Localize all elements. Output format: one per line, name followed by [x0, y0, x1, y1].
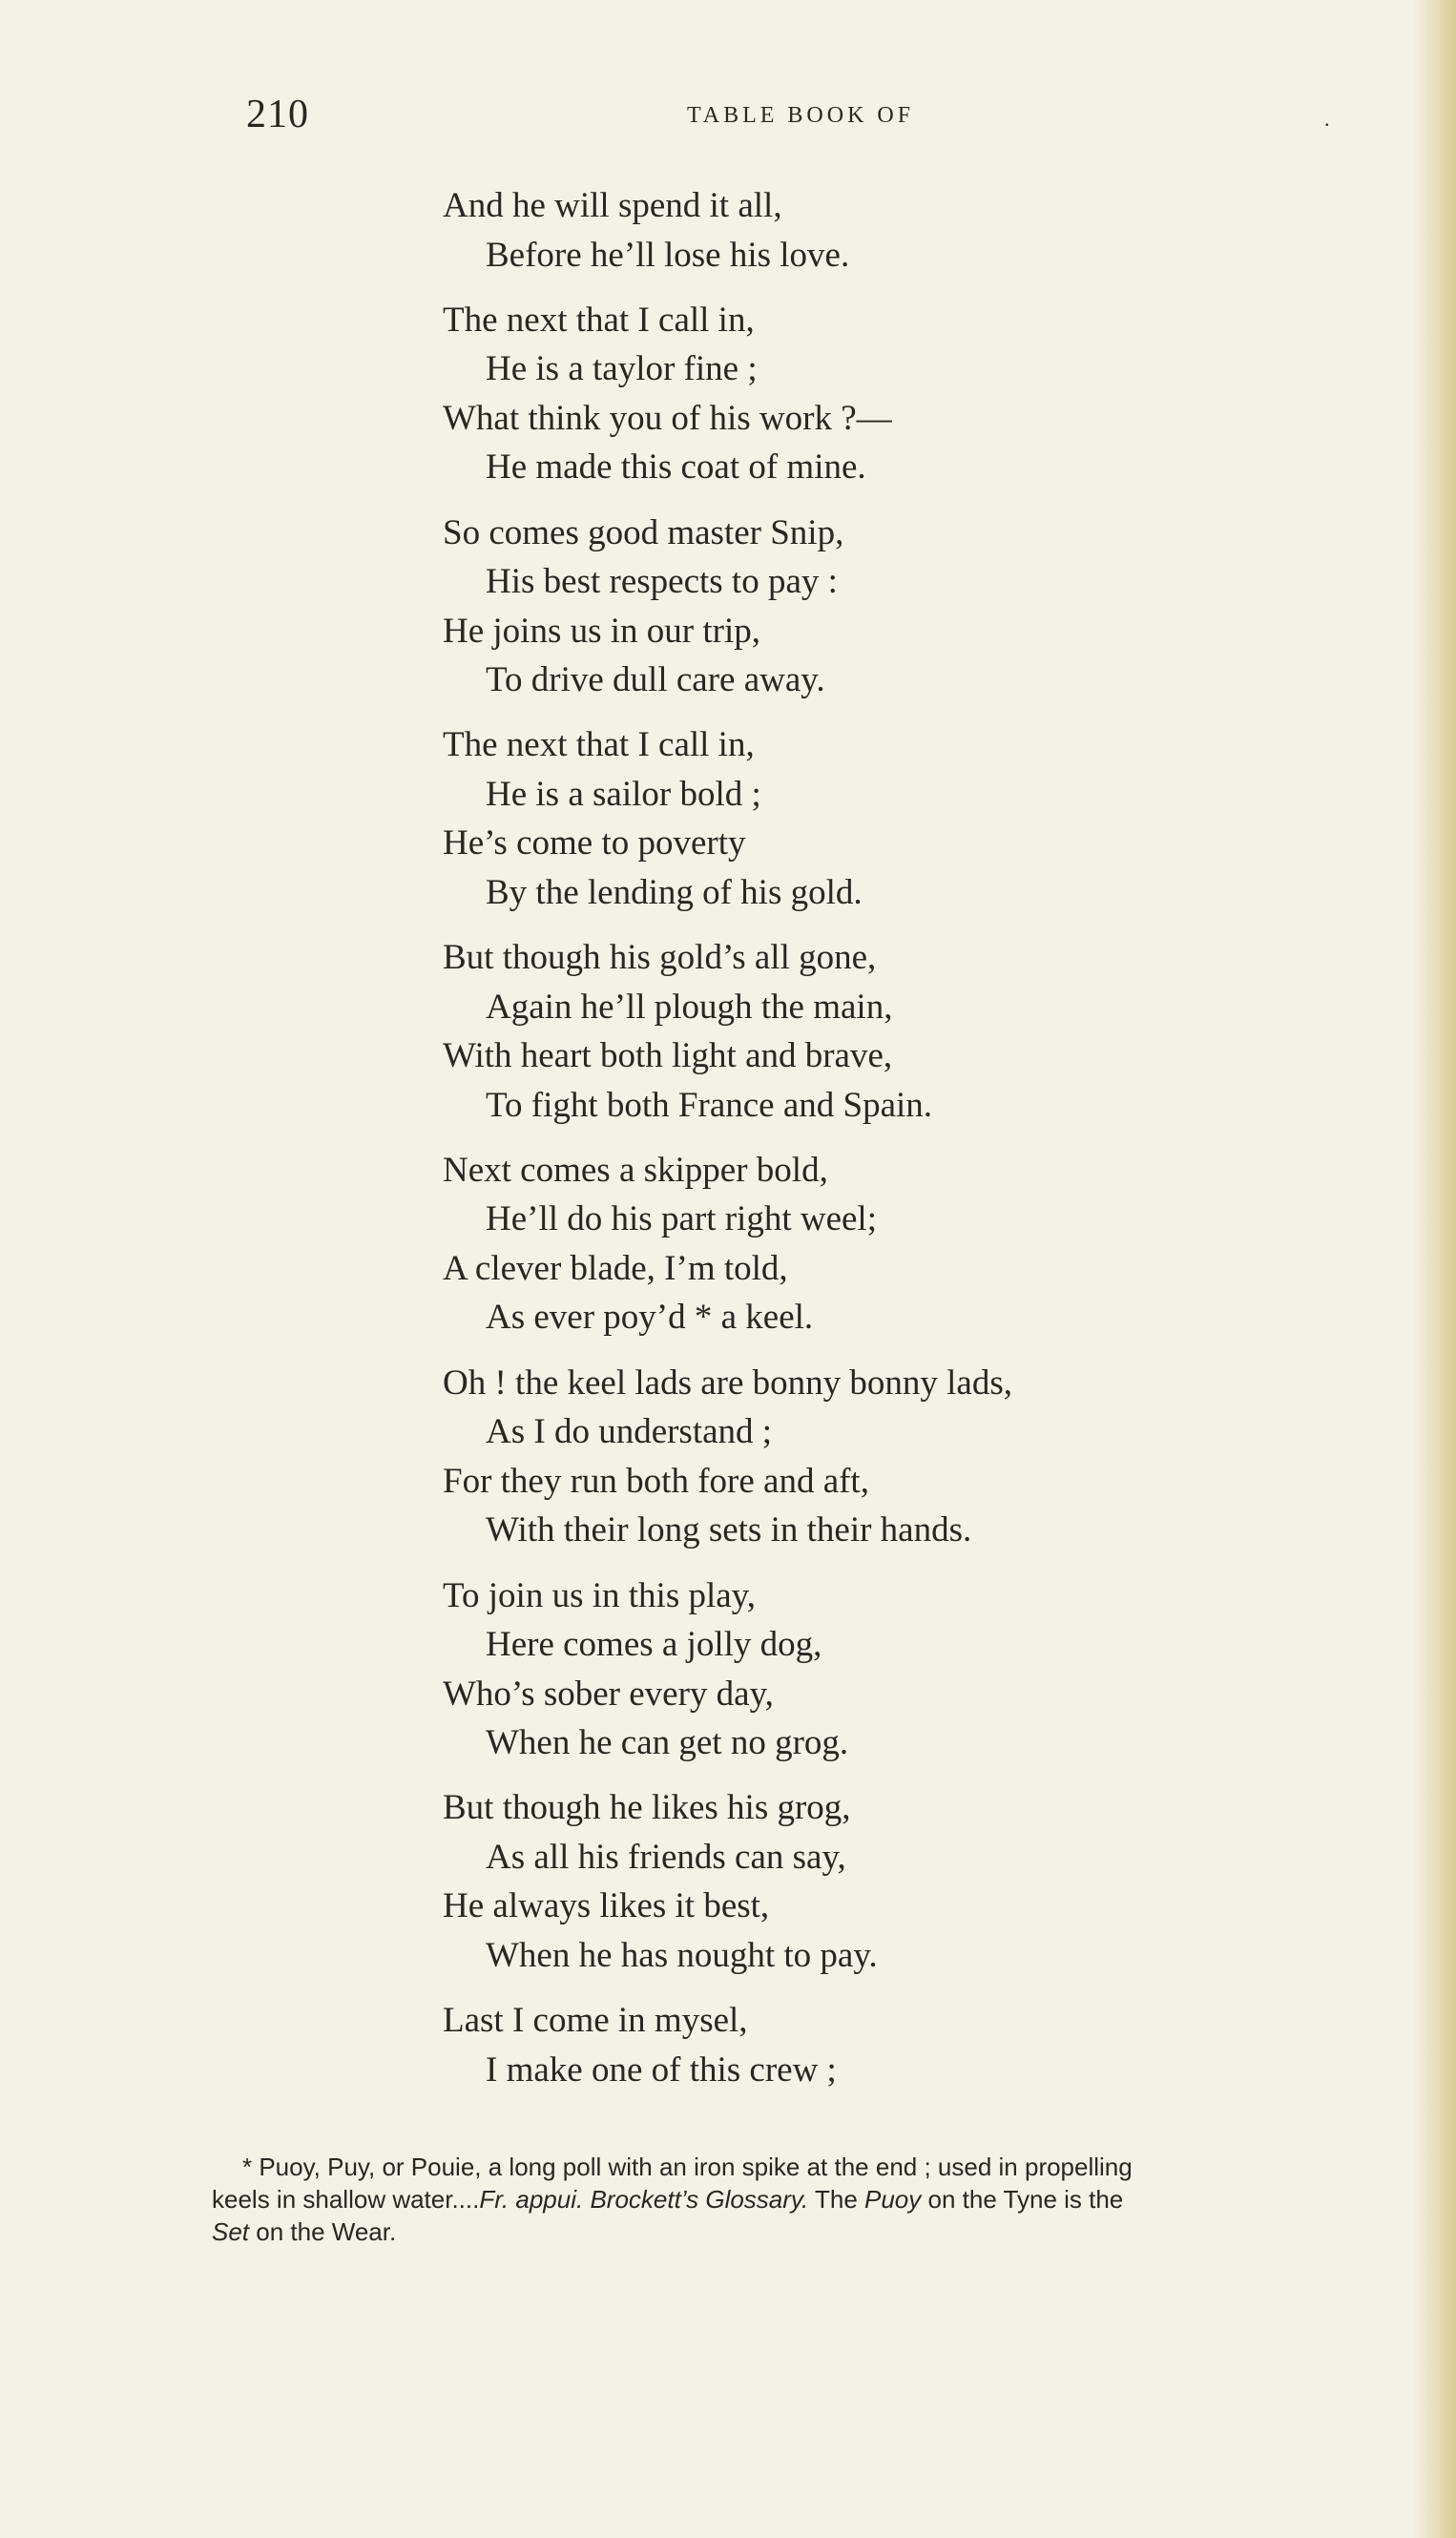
poem-line: Last I come in mysel, [443, 2001, 748, 2041]
footnote-text: The [808, 2185, 864, 2214]
poem-line: What think you of his work ?— [443, 398, 892, 438]
poem-line: But though he likes his grog, [443, 1788, 851, 1828]
poem-line: When he can get no grog. [486, 1723, 849, 1763]
stanza [443, 1783, 1378, 1980]
footnote-line [212, 2216, 1395, 2248]
stanza [443, 933, 1378, 1130]
stanza [443, 181, 1378, 280]
page-header [0, 92, 1456, 141]
footnote-line [212, 2183, 1395, 2216]
poem-line: As all his friends can say, [486, 1837, 846, 1877]
stanza [443, 509, 1378, 705]
poem-line: Again he’ll plough the main, [486, 987, 893, 1027]
poem-line: He’s come to poverty [443, 823, 746, 863]
poem-line: To drive dull care away. [486, 660, 825, 700]
poem-line: Oh ! the keel lads are bonny bonny lads, [443, 1363, 1012, 1403]
footnote-line [212, 2151, 1395, 2183]
poem-line: His best respects to pay : [486, 562, 838, 602]
page-edge-shadow [1412, 0, 1456, 2538]
poem-line: With heart both light and brave, [443, 1036, 893, 1076]
stanza [443, 720, 1378, 917]
running-head: TABLE BOOK OF [687, 103, 915, 128]
poem-line: With their long sets in their hands. [486, 1510, 972, 1550]
poem-line: He made this coat of mine. [486, 447, 866, 488]
stanza [443, 1146, 1378, 1342]
poem-line: He always likes it best, [443, 1886, 770, 1926]
stanza [443, 1359, 1378, 1555]
poem-line: As ever poy’d * a keel. [486, 1298, 814, 1338]
poem-line: So comes good master Snip, [443, 512, 844, 552]
footnote-text: * Puoy, Puy, or Pouie, a long poll with an iron spike at the end ; used in propelling [242, 2153, 1133, 2181]
stanza [443, 1996, 1378, 2094]
poem-line: Who’s sober every day, [443, 1674, 774, 1714]
poem-line: A clever blade, I’m told, [443, 1248, 788, 1288]
header-mark: . [1324, 107, 1330, 131]
poem-line: When he has nought to pay. [486, 1935, 878, 1975]
footnote-text: on the Tyne is the [921, 2185, 1124, 2214]
footnote-text: on the Wear. [249, 2217, 397, 2246]
stanza [443, 296, 1378, 492]
poem-line: The next that I call in, [443, 725, 755, 765]
poem-line: By the lending of his gold. [486, 872, 863, 912]
poem-line: Here comes a jolly dog, [486, 1625, 822, 1665]
poem-line: Next comes a skipper bold, [443, 1150, 828, 1190]
poem-line: I make one of this crew ; [486, 2049, 837, 2090]
footnote [212, 2151, 1395, 2248]
poem [443, 181, 1378, 2111]
poem-line: The next that I call in, [443, 300, 755, 340]
poem-line: But though his gold’s all gone, [443, 938, 877, 978]
poem-line: He’ll do his part right weel; [486, 1199, 877, 1239]
poem-line: He is a sailor bold ; [486, 774, 761, 814]
poem-line: Before he’ll lose his love. [486, 235, 850, 275]
poem-line: As I do understand ; [486, 1412, 773, 1452]
stanza [443, 1571, 1378, 1768]
poem-line: To fight both France and Spain. [486, 1085, 933, 1125]
poem-line: For they run both fore and aft, [443, 1461, 869, 1501]
footnote-text: keels in shallow water.... [212, 2185, 480, 2214]
footnote-italic: Set [212, 2217, 250, 2246]
page-number: 210 [246, 93, 309, 136]
footnote-italic: Puoy [864, 2185, 922, 2214]
poem-line: He joins us in our trip, [443, 611, 760, 651]
footnote-italic: Fr. appui. Brockett’s Glossary. [479, 2185, 809, 2214]
poem-line: To join us in this play, [443, 1575, 757, 1615]
poem-line: He is a taylor fine ; [486, 349, 758, 389]
poem-line: And he will spend it all, [443, 186, 782, 225]
